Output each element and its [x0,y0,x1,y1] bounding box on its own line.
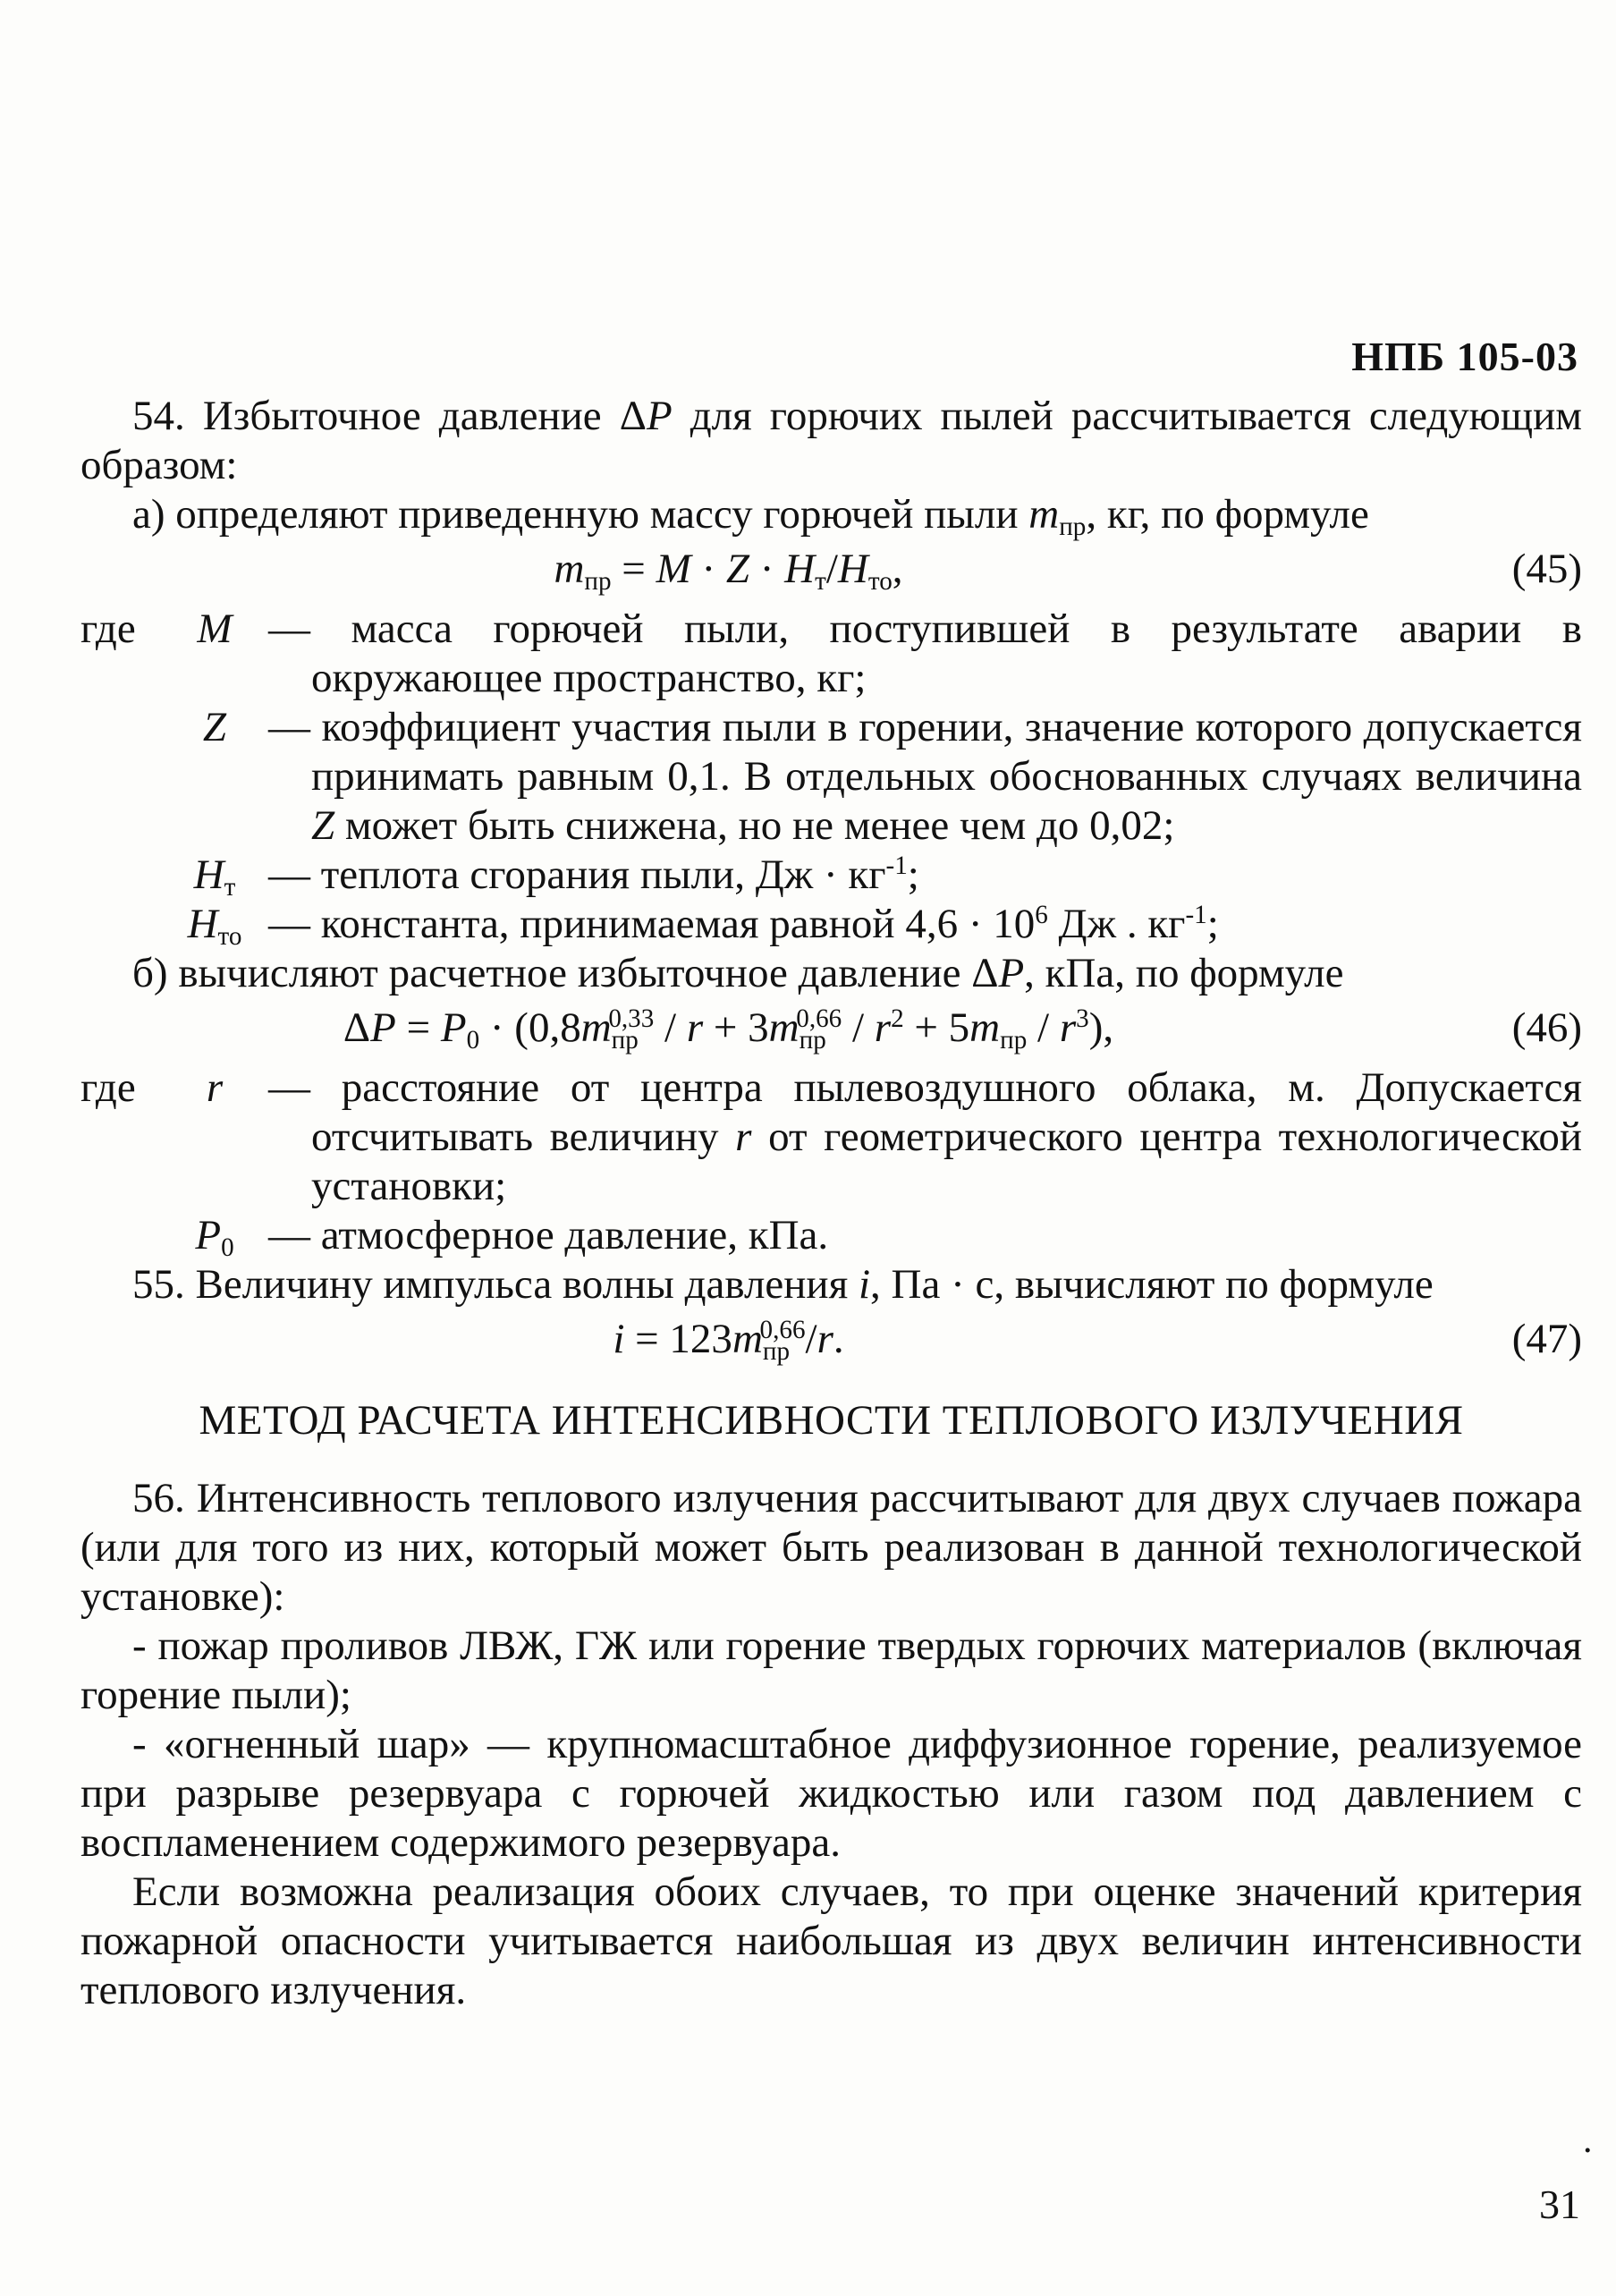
paragraph-54: 54. Избыточное давление ΔP для горючих пылей рассчитывается следующим образом: [80,393,1582,488]
equation-47: $i = 123m_{пр}^{0,66}/r$. [613,1315,844,1367]
paragraph-54a: а) определяют приведенную массу горючей пыли $m_{пр}$, кг, по формуле [132,491,1369,542]
formula-number-45: (45) [1511,546,1582,592]
formula-45 [80,545,1582,597]
def-var-M: M [197,606,233,652]
paragraph-both-cases: Если возможна реализация обоих случаев, то при оценке значений критерия пожарной опасности учитывается наибольшая из двух величин интенсивности теплового излучения. [80,1868,1582,2013]
def-text-Hto: — константа, принимаемая равной $4,6 \cdot 10^6$ Дж . $кг^{-1}$; [268,900,1219,947]
formula-46 [80,1004,1582,1053]
def-var-Hto: $H_{то}$ [187,901,242,952]
formula-number-46: (46) [1511,1004,1582,1051]
def-text-Z: — коэффициент участия пыли в горении, значение которого допускается принимать равным 0,1. В отдельных обоснованных случаях величина Z может быть снижена, но не менее чем до 0,02; [268,704,1582,849]
def-label-spacer [80,900,161,949]
def-text-P0: — атмосферное давление, кПа. [268,1212,829,1258]
page-number: 31 [1539,2182,1580,2227]
definition-row-r [80,1063,1582,1211]
section-heading-thermal-radiation: МЕТОД РАСЧЕТА ИНТЕНСИВНОСТИ ТЕПЛОВОГО ИЗЛУЧЕНИЯ [199,1397,1464,1444]
paragraph-55: 55. Величину импульса волны давления i, Па · с, вычисляют по формуле [132,1261,1434,1308]
paragraph-56: 56. Интенсивность теплового излучения рассчитывают для двух случаев пожара (или для того из них, который может быть реализован в данной технологической установке): [80,1475,1582,1620]
equation-46: $\Delta P = P_0 \cdot (0,8m_{пр}^{0,33} / r + 3m_{пр}^{0,66} / r^2 + 5m_{пр} / r^3)$, [343,1004,1114,1055]
paragraph-54b: б) вычисляют расчетное избыточное давление ΔP, кПа, по формуле [132,950,1344,996]
def-label-gde: где [80,1064,136,1111]
definition-row-Ht [80,851,1582,900]
def-var-P0: $P_0$ [195,1212,234,1263]
def-var-r: r [206,1064,224,1111]
definition-row-P0 [80,1211,1582,1263]
def-text-M: — масса горючей пыли, поступившей в результате аварии в окружающее пространство, кг; [268,606,1582,701]
def-var-Ht: $H_т$ [193,851,236,902]
formula-number-47: (47) [1511,1316,1582,1362]
ink-speck: . [1583,2120,1593,2161]
document-body [80,392,1582,2015]
def-label-gde: где [80,606,136,652]
def-label-spacer [80,703,161,851]
def-label-spacer [80,851,161,900]
list-item-pool-fire: - пожар проливов ЛВЖ, ГЖ или горение твердых горючих материалов (включая горение пыли); [80,1622,1582,1718]
formula-47 [80,1315,1582,1367]
def-var-Z: Z [202,704,227,750]
definition-row-Z [80,703,1582,851]
definition-row-M [80,605,1582,703]
def-text-r: — расстояние от центра пылевоздушного облака, м. Допускается отсчитывать величину r от геометрического центра технологической установки; [268,1064,1582,1209]
def-label-spacer [80,1211,161,1260]
list-item-fireball: - «огненный шар» — крупномасштабное диффузионное горение, реализуемое при разрыве резервуара с горючей жидкостью или газом под давлением с воспламенением содержимого резервуара. [80,1721,1582,1866]
definition-row-Hto [80,900,1582,952]
equation-45: $m_{пр} = M \cdot Z \cdot H_т/H_{то}$, [554,546,903,597]
document-code: НПБ 105-03 [1351,334,1578,379]
def-text-Ht: — теплота сгорания пыли, Дж · $кг^{-1}$; [268,851,919,898]
